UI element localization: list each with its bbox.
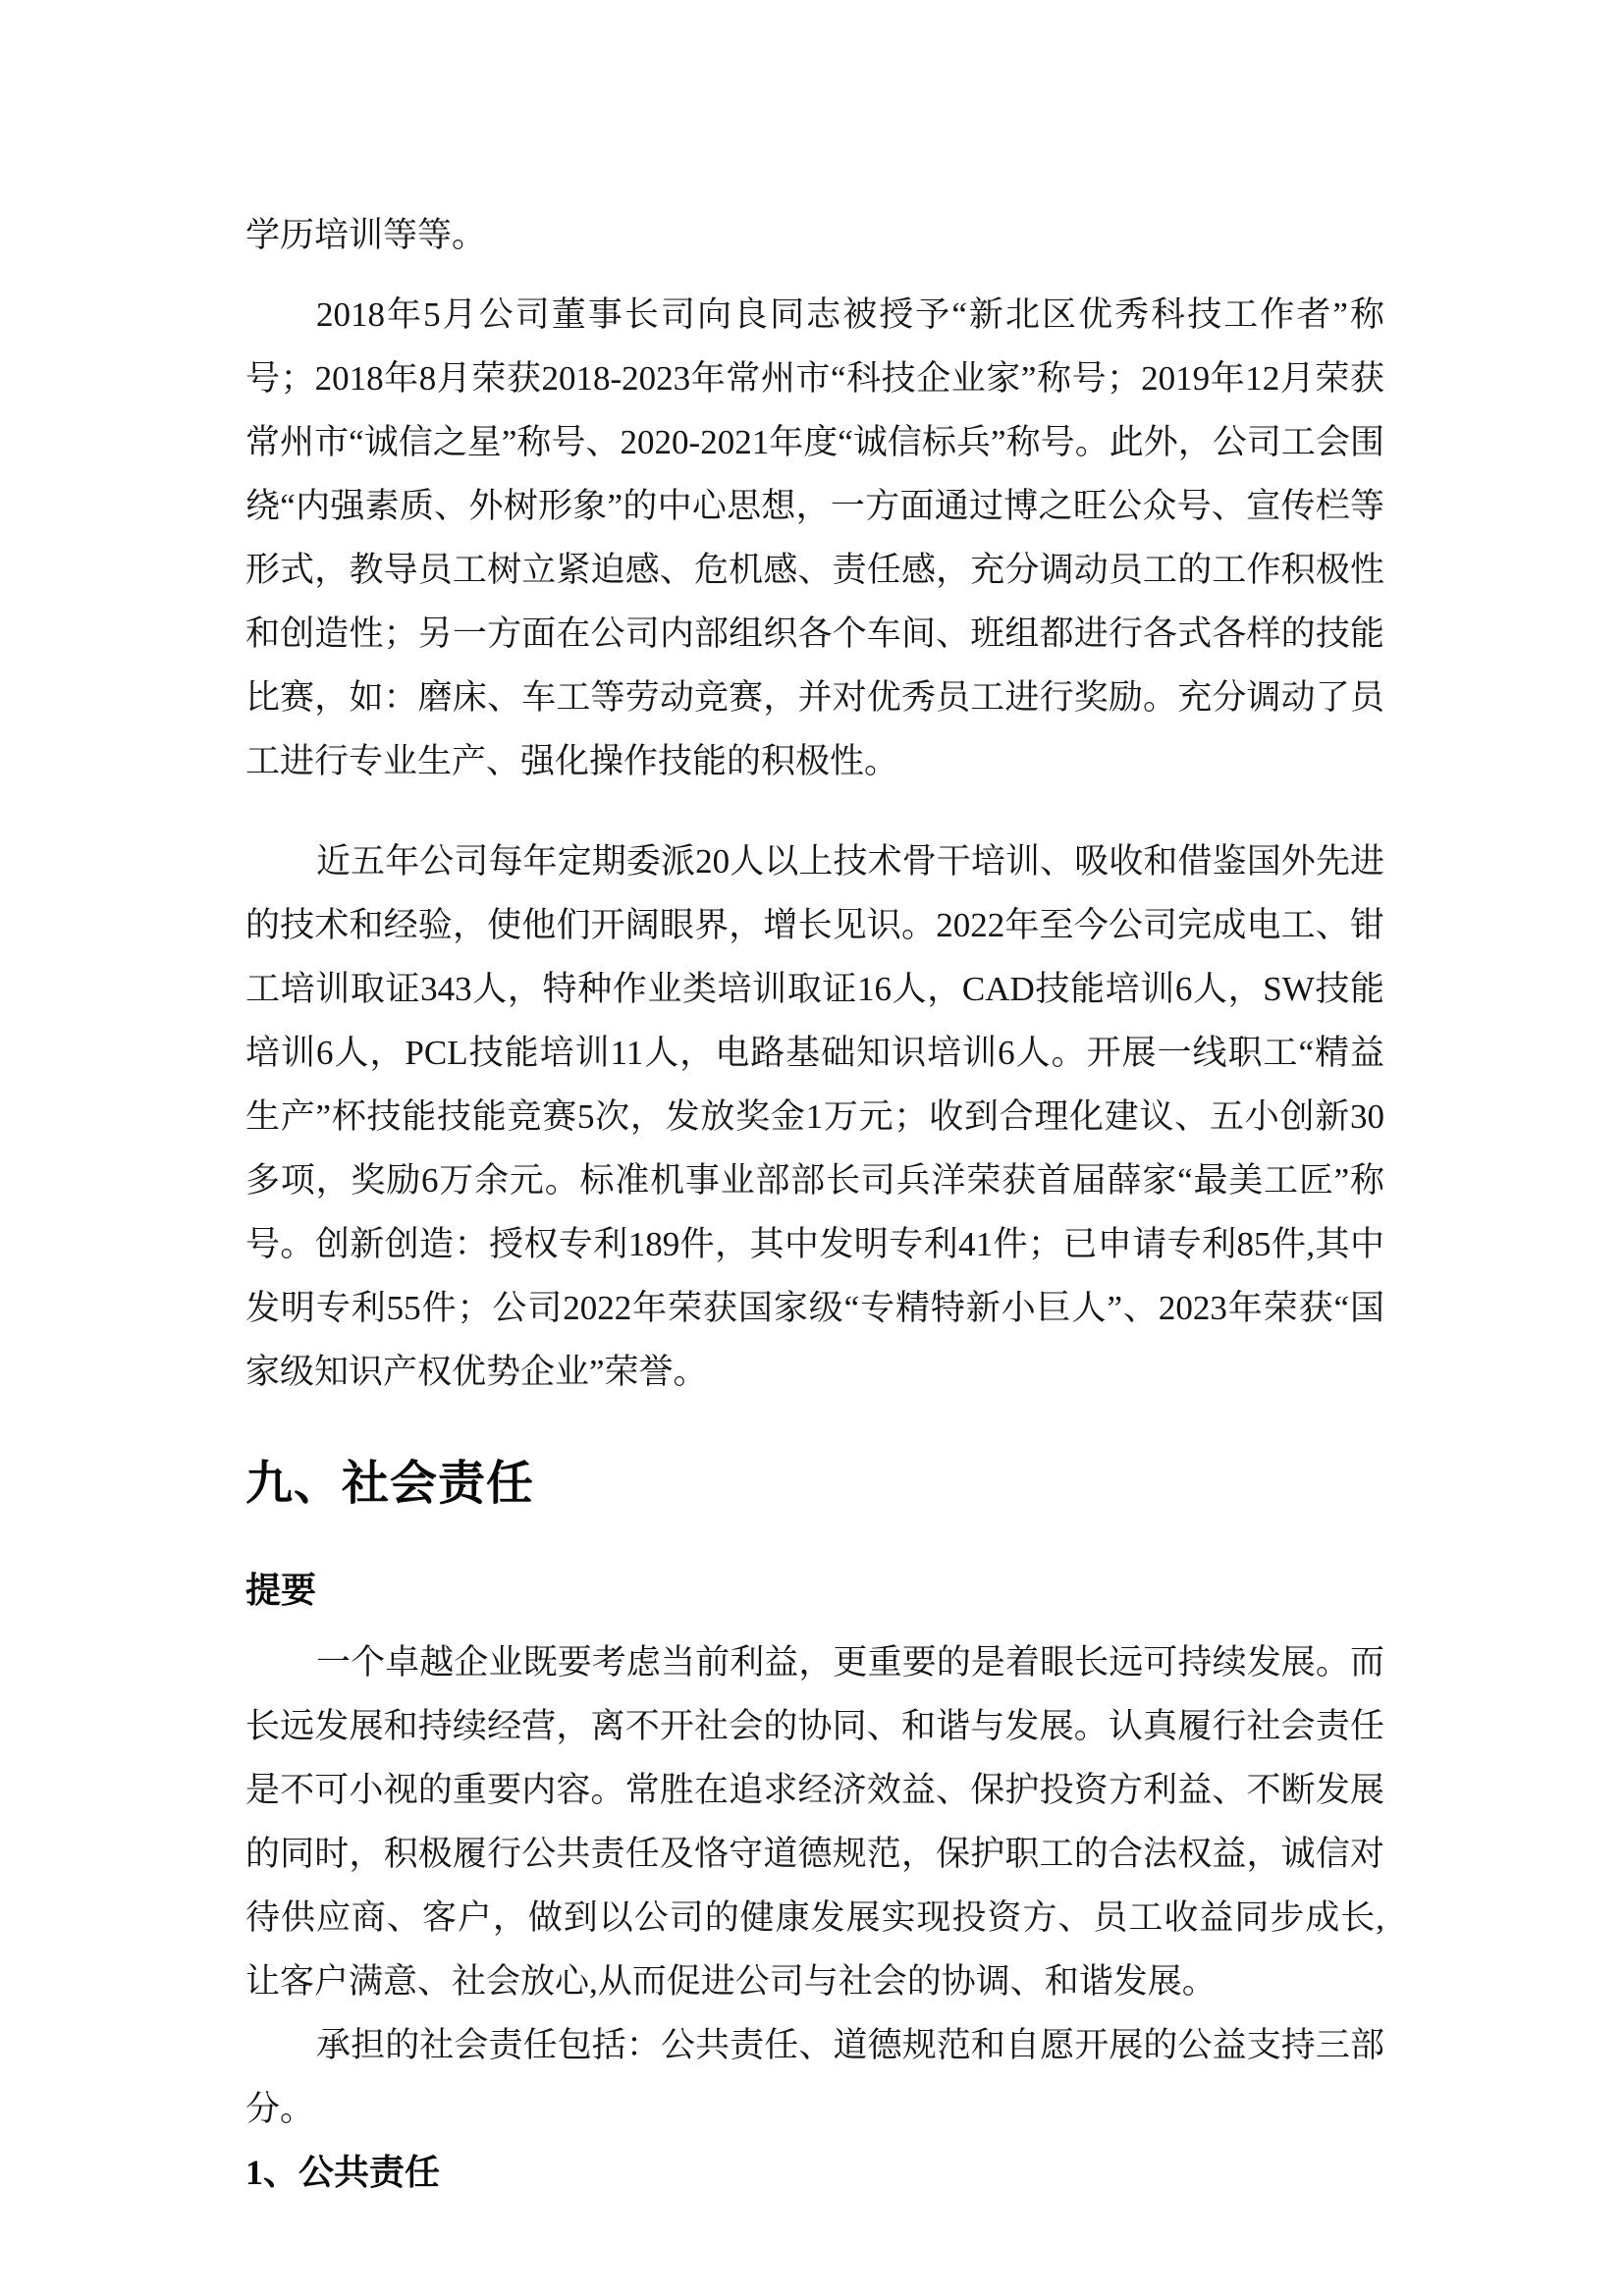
numbered-heading-public-responsibility: 1、公共责任 bbox=[245, 2153, 441, 2192]
paragraph-honors-and-union: 2018年5月公司董事长司向良同志被授予“新北区优秀科技工作者”称号；2018年8月荣获2018-2023年常州市“科技企业家”称号；2019年12月荣获常州市“诚信之星”称号、2020-2021年度“诚信标兵”称号。此外，公司工会围绕“内强素质、外树形象”的中心思想，一方面通过博之旺公众号、宣传栏等形式，教导员工树立紧迫感、危机感、责任感，充分调动员工的工作积极性和创造性；另一方面在公司内部组织各个车间、班组都进行各式各样的技能比赛，如：磨床、车工等劳动竞赛，并对优秀员工进行奖励。充分调动了员工进行专业生产、强化操作技能的积极性。 bbox=[245, 295, 1384, 780]
trailing-line-previous-paragraph: 学历培训等等。 bbox=[245, 216, 487, 254]
paragraph-training-and-patents: 近五年公司每年定期委派20人以上技术骨干培训、吸收和借鉴国外先进的技术和经验，使他们开阔眼界，增长见识。2022年至今公司完成电工、钳工培训取证343人，特种作业类培训取证16人，CAD技能培训6人，SW技能培训6人，PCL技能培训11人，电路基础知识培训6人。开展一线职工“精益生产”杯技能技能竞赛5次，发放奖金1万元；收到合理化建议、五小创新30多项，奖励6万余元。标准机事业部部长司兵洋荣获首届薛家“最美工匠”称号。创新创造：授权专利189件，其中发明专利41件；已申请专利85件,其中发明专利55件；公司2022年荣获国家级“专精特新小巨人”、2023年荣获“国家级知识产权优势企业”荣誉。 bbox=[245, 842, 1384, 1391]
section-heading-social-responsibility: 九、社会责任 bbox=[245, 1458, 535, 1510]
paragraph-summary: 一个卓越企业既要考虑当前利益，更重要的是着眼长远可持续发展。而长远发展和持续经营，离不开社会的协同、和谐与发展。认真履行社会责任是不可小视的重要内容。常胜在追求经济效益、保护投资方利益、不断发展的同时，积极履行公共责任及恪守道德规范，保护职工的合法权益，诚信对待供应商、客户，做到以公司的健康发展实现投资方、员工收益同步成长,让客户满意、社会放心,从而促进公司与社会的协调、和谐发展。 bbox=[245, 1643, 1384, 2001]
summary-label: 提要 bbox=[245, 1571, 317, 1610]
paragraph-responsibility-parts: 承担的社会责任包括：公共责任、道德规范和自愿开展的公益支持三部分。 bbox=[245, 2026, 1384, 2128]
